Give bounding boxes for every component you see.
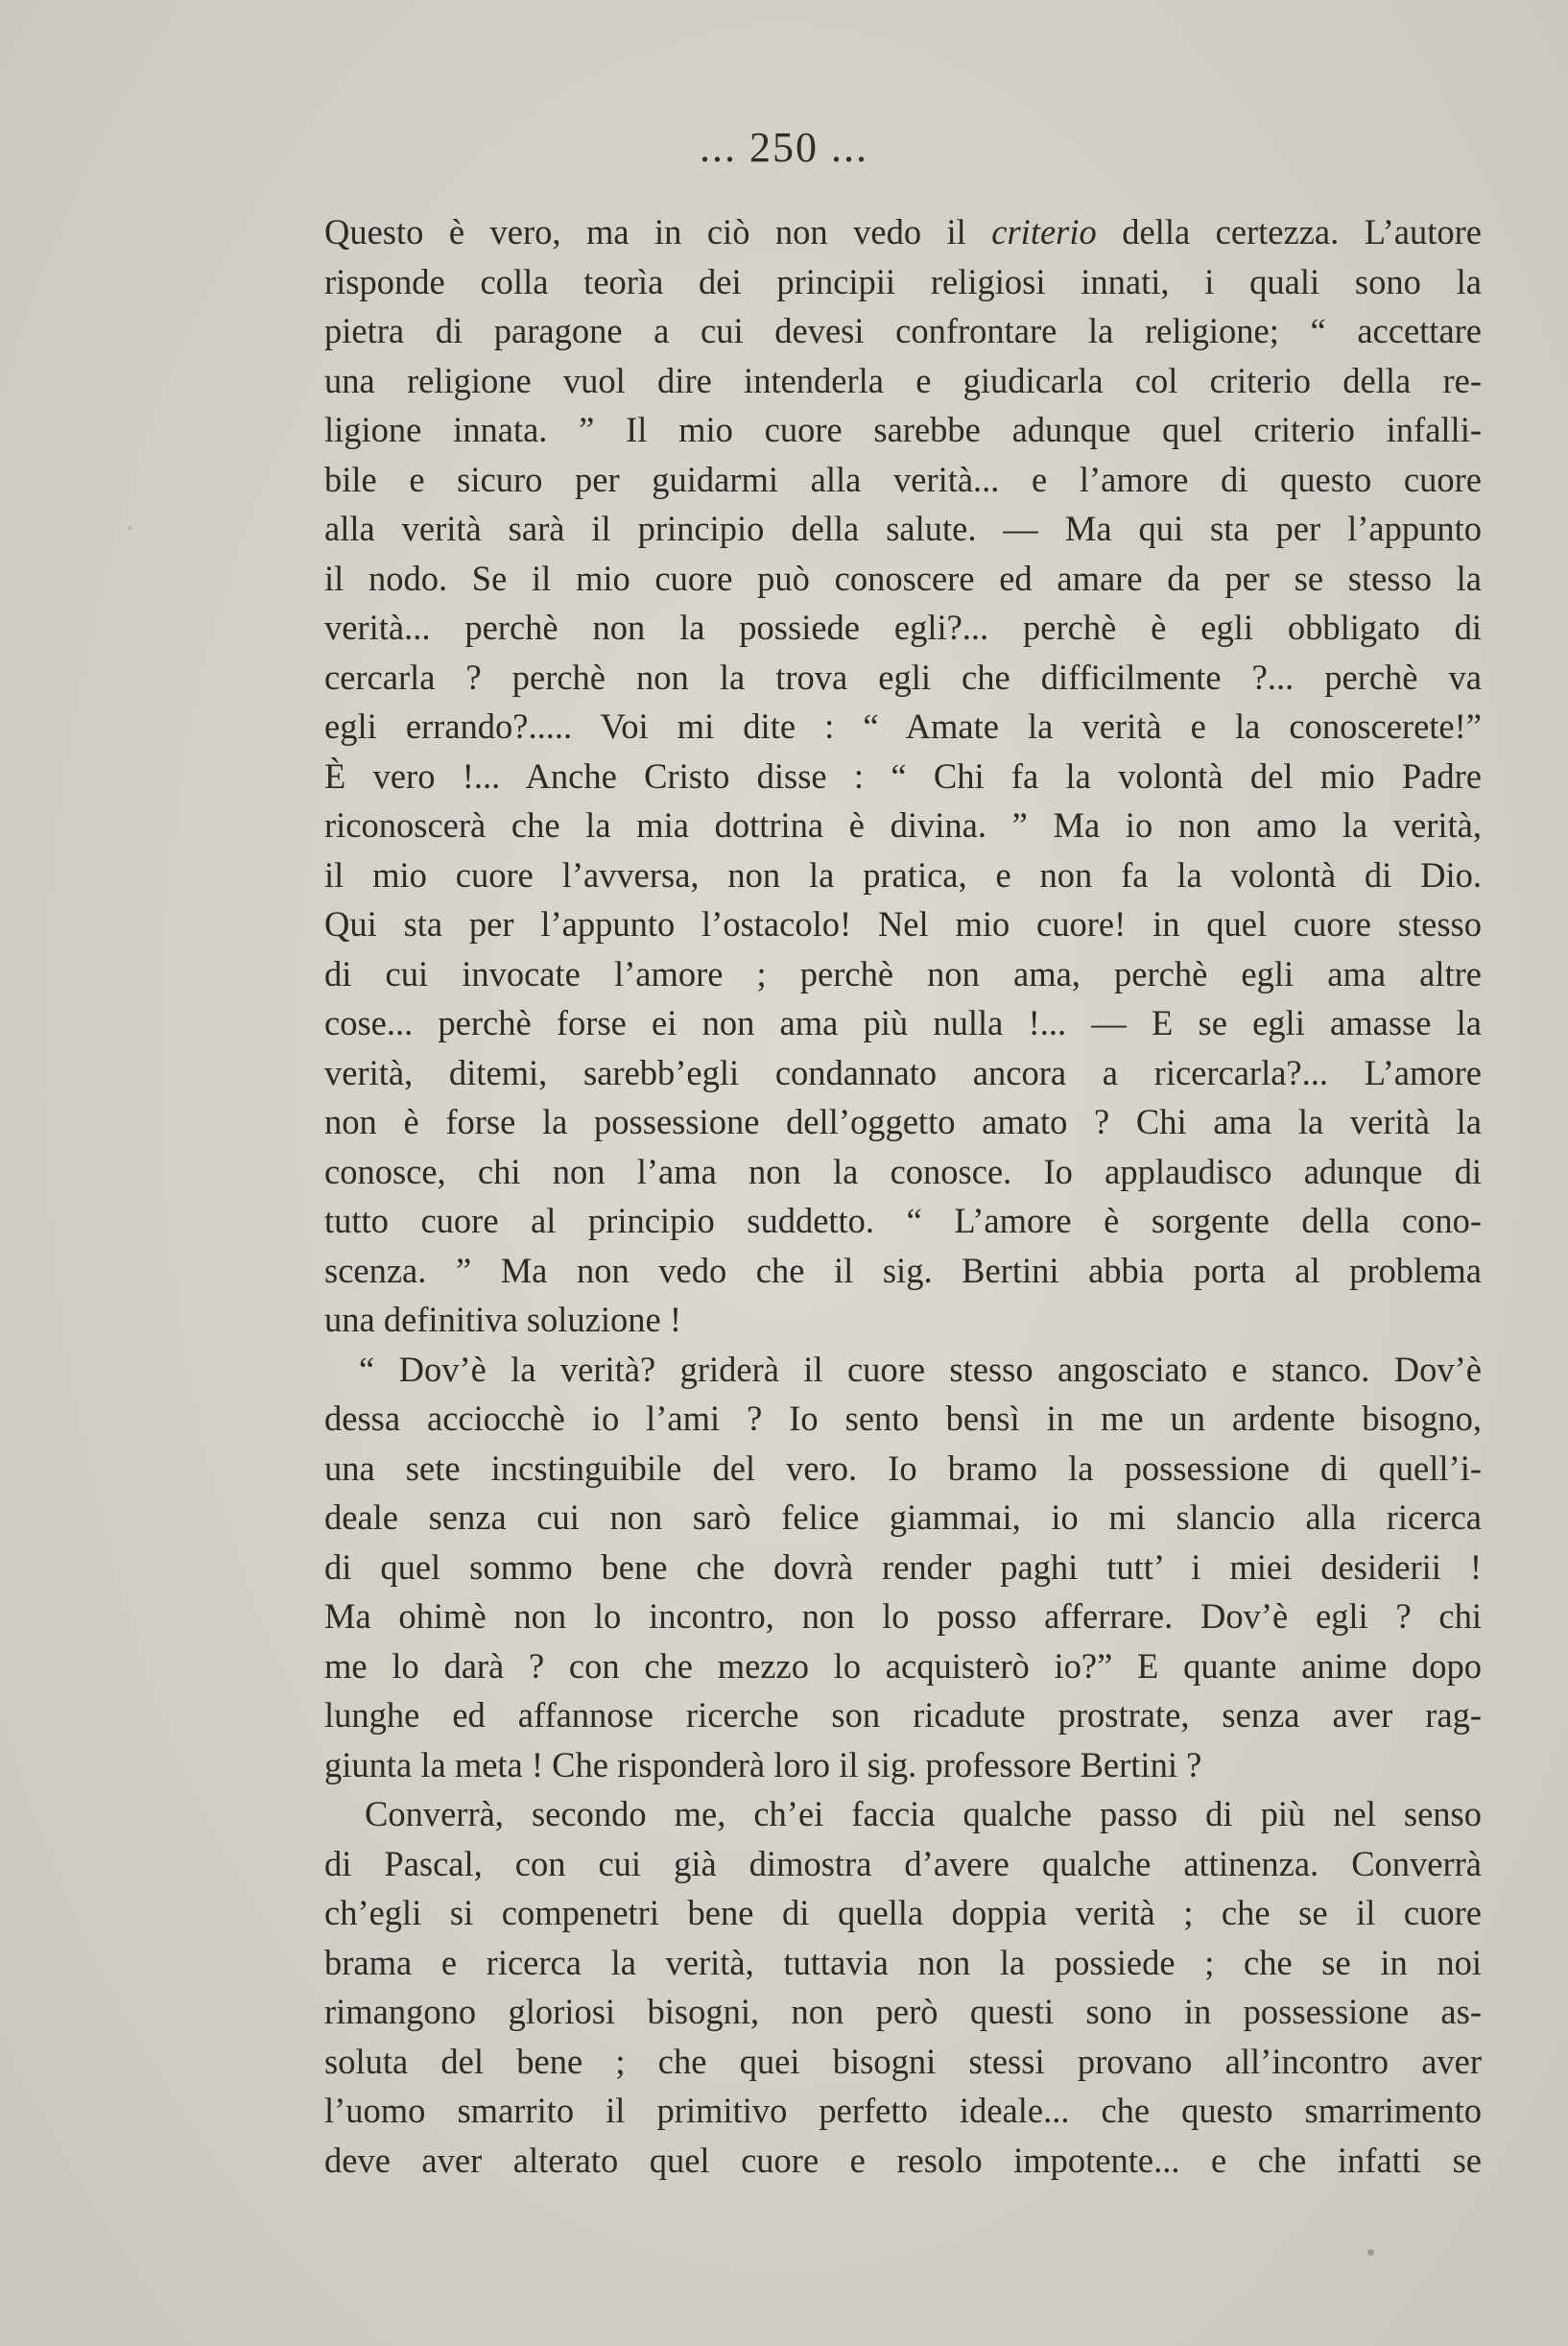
text-line: cercarla ? perchè non la trova egli che difficilmente ?... perchè va [324,657,1482,697]
text-line: il mio cuore l’avversa, non la pratica, e non fa la volontà di Dio. [324,854,1482,895]
text-line: di quel sommo bene che dovrà render paghi tutt’ i miei desiderii ! [324,1546,1482,1587]
text-line: riconoscerà che la mia dottrina è divina. ” Ma io non amo la verità, [324,805,1482,845]
text-line: È vero !... Anche Cristo disse : “ Chi fa la volontà del mio Padre [324,755,1482,796]
text-line: di Pascal, con cui già dimostra d’avere qualche attinenza. Converrà [324,1843,1482,1883]
text-line: ch’egli si compenetri bene di quella doppia verità ; che se il cuore [324,1893,1482,1932]
text-line: deve aver alterato quel cuore e resolo impotente... e che infatti se [324,2140,1482,2180]
text-segment: Questo è vero, ma in ciò non vedo il [324,212,992,251]
text-line: verità... perchè non la possiede egli?... perchè è egli obbligato di [324,608,1482,647]
text-line: brama e ricerca la verità, tuttavia non la possiede ; che se in noi [324,1942,1482,1982]
text-line: ligione innata. ” Il mio cuore sarebbe adunque quel criterio infalli- [324,410,1482,449]
text-line: “ Dov’è la verità? griderà il cuore stesso angosciato e stanco. Dov’è [359,1349,1482,1389]
text-line: scenza. ” Ma non vedo che il sig. Bertini abbia porta al problema [324,1250,1482,1290]
text-line: deale senza cui non sarò felice giammai, io mi slancio alla ricerca [324,1497,1482,1537]
text-line: lunghe ed affannose ricerche son ricadute prostrate, senza aver rag- [324,1695,1482,1735]
text-line: il nodo. Se il mio cuore può conoscere ed amare da per se stesso la [324,558,1482,598]
text-segment: della certezza. L’autore [1096,212,1482,251]
text-line: verità, ditemi, sarebb’egli condannato ancora a ricercarla?... L’amore [324,1052,1482,1092]
text-line: dessa acciocchè io l’ami ? Io sento bensì in me un ardente bisogno, [324,1399,1482,1438]
body-text [324,207,1482,2185]
text-line: bile e sicuro per guidarmi alla verità... e l’amore di questo cuore [324,459,1482,499]
text-line: non è forse la possessione dell’oggetto amato ? Chi ama la verità la [324,1102,1482,1141]
text-line: Converrà, secondo me, ch’ei faccia qualche passo di più nel senso [365,1794,1482,1833]
text-line: rimangono gloriosi bisogni, non però questi sono in possessione as- [324,1992,1482,2031]
text-line: di cui invocate l’amore ; perchè non ama, perchè egli ama altre [324,953,1482,993]
text-line: una religione vuol dire intenderla e giudicarla col criterio della re- [324,360,1482,400]
text-line: alla verità sarà il principio della salute. — Ma qui sta per l’appunto [324,509,1482,548]
text-line: pietra di paragone a cui devesi confrontare la religione; “ accettare [324,311,1482,350]
text-line: una sete incstinguibile del vero. Io bramo la possessione di quell’i- [324,1448,1482,1488]
text-line: tutto cuore al principio suddetto. “ L’amore è sorgente della cono- [324,1201,1482,1240]
text-line: risponde colla teorìa dei principii religiosi innati, i quali sono la [324,261,1482,301]
page-number: ... 250 ... [700,124,868,171]
text-line: me lo darà ? con che mezzo lo acquisterò io?” E quante anime dopo [324,1645,1482,1686]
text-line: soluta del bene ; che quei bisogni stessi provano all’incontro aver [324,2041,1482,2081]
text-line: cose... perchè forse ei non ama più nulla !... — E se egli amasse la [324,1003,1482,1042]
text-line: una definitiva soluzione ! [324,1300,681,1339]
text-line: egli errando?..... Voi mi dite : “ Amate la verità e la conoscerete!” [324,706,1482,746]
text-line: Qui sta per l’appunto l’ostacolo! Nel mio cuore! in quel cuore stesso [324,904,1482,944]
text-line: Ma ohimè non lo incontro, non lo posso afferrare. Dov’è egli ? chi [324,1596,1482,1636]
text-line [324,207,1482,257]
text-line: giunta la meta ! Che risponderà loro il sig. professore Bertini ? [324,1744,1202,1784]
italic-term: criterio [991,212,1097,251]
text-line: conosce, chi non l’ama non la conosce. Io applaudisco adunque di [324,1151,1482,1191]
text-line: l’uomo smarrito il primitivo perfetto ideale... che questo smarrimento [324,2091,1482,2130]
